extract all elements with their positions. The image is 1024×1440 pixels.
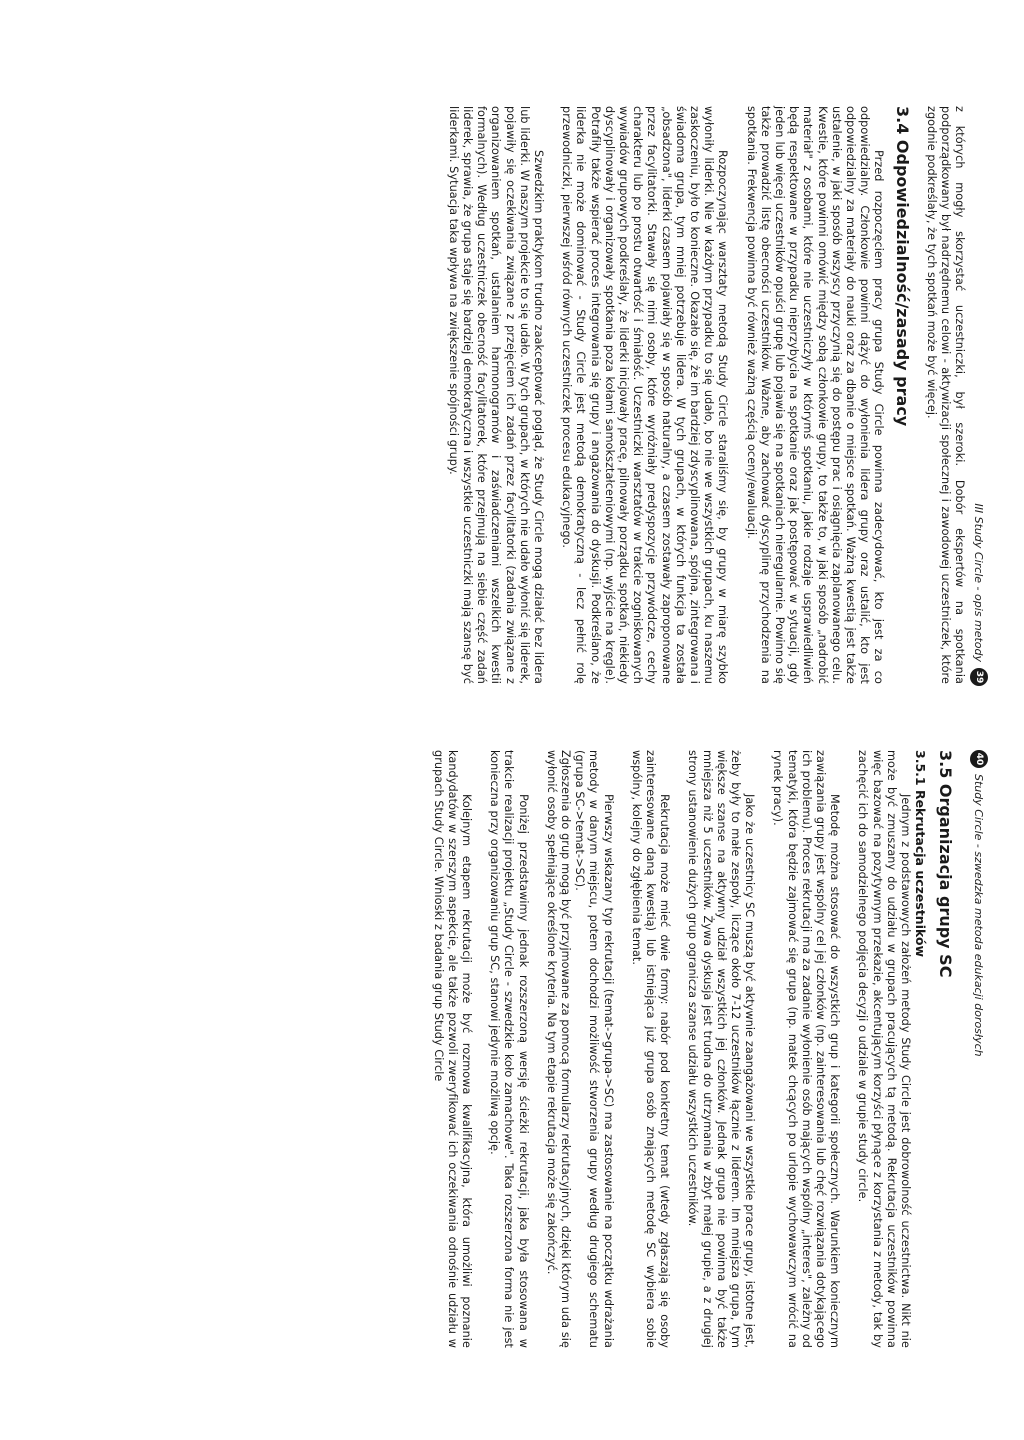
right-page (0, 720, 1024, 1440)
left-opening-paragraph: z których mogły skorzystać uczestniczki, był szeroki. Dobór ekspertów na spotkania podporządkowany był nadrzędnemu celowi - aktywizacji społecznej i zawodowej uczestniczek, które zgodnie podkreślały, że tych spotkań może być więcej. (924, 106, 966, 684)
paragraph-gap (729, 106, 743, 684)
right-paragraph-5: Pierwszy wskazany typ rekrutacji (temat->grupa->SC) ma zastosowanie na początku wdrażania metody w danym miejscu, potem dochodzi możliwość stworzenia grupy według drugiego schematu (grupa SC->temat->SC). (573, 750, 615, 1348)
right-paragraph-3: Jako że uczestnicy SC muszą być aktywnie zaangażowani we wszystkie prace grupy, istotne jest, żeby były to małe zespoły, liczące około 7-12 uczestników łącznie z liderem. Im mniejsza grupa, tym większe szanse na aktywny udział wszystkich jej członków. Jednak grupa nie powinna być także mniejsza niż 5 uczestników. Żywa dyskusja jest trudna do utrzymania w zbyt małej grupie, a z drugiej strony ustanowienie dużych grup ogranicza szanse udziału wszystkich uczestników. (686, 750, 757, 1348)
right-paragraph-6: Zgłoszenia do grup mogą być przyjmowane za pomocą formularzy rekrutacyjnych, dzięki którym uda się wyłonić osoby spełniające określone kryteria. Na tym etapie rekrutacja może się zakończyć. (544, 750, 572, 1348)
paragraph-gap (545, 106, 559, 684)
subsection-heading-3-5-1: 3.5.1 Rekrutacja uczestników (913, 750, 928, 958)
right-paragraph-8: Kolejnym etapem rekrutacji może być rozmowa kwalifikacyjna, która umożliwi poznanie kandydatów w szerszym aspekcie, ale także pozwoli zweryfikować ich oczekiwania odnośnie udziału w grupach Study Circle. Wnioski z badania grup Study Circle (431, 750, 473, 1348)
right-paragraph-1: Jednym z podstawowych założeń metody Study Circle jest dobrowolność uczestnictwa. Nikt nie może być zmuszany do udziału w grupach pracujących tą metodą. Rekrutacja uczestników powinna więc bazować na pozytywnym przekazie, akcentującym korzyści płynące z korzystania z metody, tak by zachęcić ich do samodzielnego podjęcia decyzji o udziale w grupie study circle. (856, 750, 912, 1348)
section-heading-3-4: 3.4 Odpowiedzialność/zasady pracy (893, 106, 913, 427)
right-page-number: 40 (970, 750, 988, 768)
left-running-head (970, 503, 988, 686)
left-page-number: 39 (970, 668, 988, 686)
right-paragraph-2: Metodę można stosować do wszystkich grup i kategorii społecznych. Warunkiem koniecznym zawiązania grupy jest wspólny cel jej członków (np. zainteresowania lub chęć rozwiązania dotykającego ich problemu). Proces rekrutacji ma za zadanie wyłonienie osób mających wspólny „interes", zależny od tematyki, która będzie zajmować się grupa (np. matek chcących po urlopie wychowawczym wrócić na rynek pracy). (771, 750, 842, 1348)
left-paragraph-3: Szwedzkim praktykom trudno zaakceptować pogląd, że Study Circle mogą działać bez lidera lub liderki. W naszym projekcie to się udało. W tych grupach, w których nie udało wyłonić się liderek, pojawiły się oczekiwania związane z przejęciem ich zadań przez facylitatorki (zadania związane z organizowaniem spotkań, ustalaniem harmonogramów i zaświadczeniami wszelkich kwestii formalnych). Według uczestniczek obecność facylitatorek, które przejmują na siebie część zadań liderek, sprawia, że grupa staje się bardziej demokratyczna i wszystkie uczestniczki mają szansę być liderkami. Sytuacja taka wpływa na zwiększenie spójności grupy. (446, 106, 545, 684)
paragraph-gap (671, 750, 685, 1348)
right-running-head-text: Study Circle - szwedzka metoda edukacji dorosłych (972, 774, 986, 1057)
right-running-head (970, 750, 988, 1057)
left-running-head-text: III Study Circle - opis metody (972, 503, 986, 662)
paragraph-gap (530, 750, 544, 1348)
right-paragraph-7: Poniżej przedstawimy jednak rozszerzoną wersję ścieżki rekrutacji, jaka była stosowana w trakcie realizacji projektu „Study Circle - szwedzkie koło zamachowe". Taka rozszerzona forma nie jest konieczna przy organizowaniu grup SC, stanowi jedynie możliwą opcję. (488, 750, 530, 1348)
paragraph-gap (615, 750, 629, 1348)
left-paragraph-1: Przed rozpoczęciem pracy grupa Study Circle powinna zadecydować, kto jest za co odpowiedzialny. Członkowie powinni dążyć do wyłonienia lidera grupy oraz ustalić, kto jest odpowiedzialny za materiały do nauki oraz za dbanie o miejsce spotkań. Ważną kwestią jest także ustalenie, w jaki sposób wszyscy przyczynią się do postępu prac i osiągnięcia zaplanowanego celu. Kwestie, które powinni omówić między sobą członkowie grupy, to także to, w jaki sposób „nadrobić materiał" z osobami, które nie uczestniczyły w którymś spotkaniu, jakie rodzaje usprawiedliwień będą respektowane w przypadku nieprzybycia na spotkanie oraz jak postępować w sytuacji, gdy jeden lub więcej uczestników opuści grupę lub pojawia się na spotkaniach nieregularnie. Powinno się także prowadzić listę obecności uczestników. Ważne, aby zachować dyscyplinę przychodzenia na spotkania. Frekwencja powinna być również ważną częścią oceny/ewaluacji. (744, 106, 886, 684)
right-paragraph-4: Rekrutacja może mieć dwie formy: nabór pod konkretny temat (wtedy zgłaszają się osoby zainteresowane daną kwestią) lub istniejąca już grupa osób znających metodę SC wybiera sobie wspólny, kolejny do zgłębienia temat. (629, 750, 672, 1348)
paragraph-gap (473, 750, 487, 1348)
paragraph-gap (756, 750, 770, 1348)
paragraph-gap (841, 750, 855, 1348)
section-heading-3-5: 3.5 Organizacja grupy SC (936, 750, 955, 978)
left-paragraph-2: Rozpoczynając warsztaty metodą Study Circle staraliśmy się, by grupy w miarę szybko wyłoniły liderki. Nie w każdym przypadku to się udało, bo nie we wszystkich grupach, ku naszemu zaskoczeniu, było to konieczne. Okazało się, że im bardziej zdyscyplinowana, spójna, zintegrowana i świadoma grupa, tym mniej potrzebuje lidera. W tych grupach, w których funkcja ta została „obsadzona", liderki czasem pojawiały się w sposób naturalny, a czasem zostawały zaproponowane przez facylitatorki. Stawały się nimi osoby, które wyróżniały predyspozycje przywódcze, cechy charakteru lub po prostu otwartość i śmiałość. Uczestniczki warsztatów w trakcie zogniskowanych wywiadów grupowych podkreślały, że liderki inicjowały pracę, pilnowały porządku spotkań, niekiedy dyscyplinowały i organizowały spotkania poza kołami samokształceniowymi (np. wyjście na kręgle). Potrafiły także wspierać proces integrowania się grupy i angażowania do dyskusji. Podkreślano, że liderka nie może dominować - Study Circle jest metodą demokratyczną - lecz pełnić rolę przewodniczki, pierwszej wśród równych uczestniczek procesu edukacyjnego. (560, 106, 730, 684)
